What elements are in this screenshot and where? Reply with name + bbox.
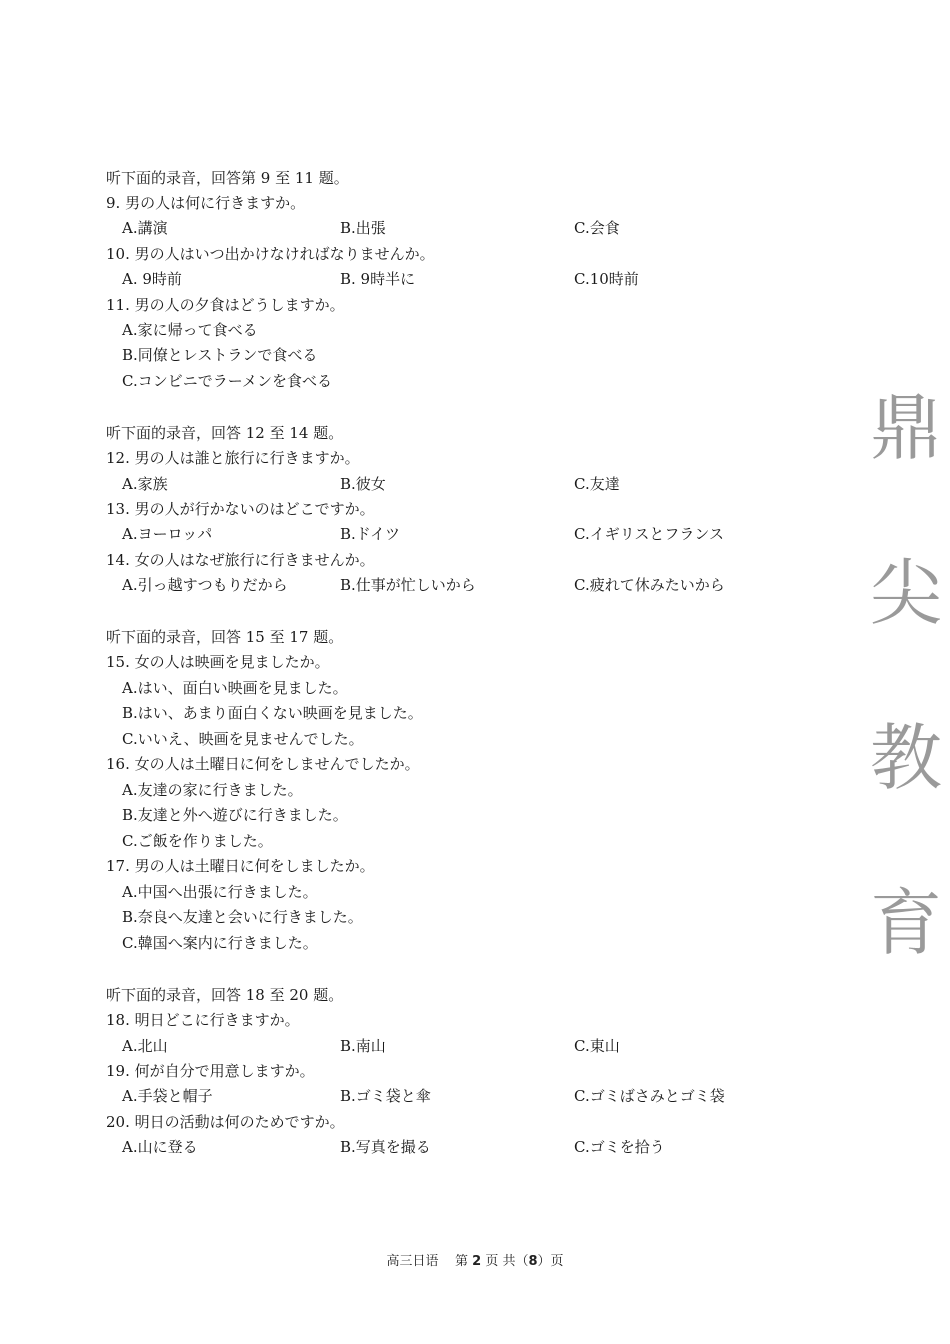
option-c: C.会食 <box>574 219 620 237</box>
footer-page-mid: 页 共（ <box>485 1254 529 1269</box>
option-b: B.ドイツ <box>340 525 401 543</box>
watermark-char: 育 <box>869 881 942 965</box>
option-a: A.友達の家に行きました。 <box>122 781 303 799</box>
footer-total-pages: 8 <box>528 1254 538 1269</box>
option-a: A.講演 <box>122 219 168 237</box>
option-a: A.手袋と帽子 <box>122 1087 213 1105</box>
option-c: C.ゴミばさみとゴミ袋 <box>574 1087 725 1105</box>
footer-page-suffix: ）页 <box>537 1254 564 1269</box>
option-a: A.引っ越すつもりだから <box>122 576 288 594</box>
question-stem: 15. 女の人は映画を見ましたか。 <box>106 653 330 671</box>
question-stem: 9. 男の人は何に行きますか。 <box>106 194 306 212</box>
footer-subject: 高三日语 <box>386 1254 439 1269</box>
option-b: B.写真を撮る <box>340 1138 431 1156</box>
footer-page-number: 2 <box>472 1254 482 1269</box>
option-b: B.奈良へ友達と会いに行きました。 <box>122 908 363 926</box>
section-instruction: 听下面的录音，回答 18 至 20 题。 <box>106 986 344 1004</box>
option-a: A. 9時前 <box>122 270 182 288</box>
option-b: B.出張 <box>340 219 386 237</box>
option-b: B.友達と外へ遊びに行きました。 <box>122 806 348 824</box>
option-c: C.いいえ、映画を見ませんでした。 <box>122 730 364 748</box>
option-b: B. 9時半に <box>340 270 416 288</box>
question-stem: 11. 男の人の夕食はどうしますか。 <box>106 296 345 314</box>
page-footer <box>0 1250 950 1269</box>
question-stem: 10. 男の人はいつ出かけなければなりませんか。 <box>106 245 435 263</box>
option-c: C.コンビニでラーメンを食べる <box>122 372 332 390</box>
option-a: A.中国へ出張に行きました。 <box>122 883 318 901</box>
watermark-char: 鼎 <box>869 386 942 470</box>
section-instruction: 听下面的录音，回答 15 至 17 题。 <box>106 628 344 646</box>
footer-page-prefix: 第 <box>455 1254 469 1269</box>
question-stem: 16. 女の人は土曜日に何をしませんでしたか。 <box>106 755 420 773</box>
question-stem: 20. 明日の活動は何のためですか。 <box>106 1113 345 1131</box>
option-b: B.同僚とレストランで食べる <box>122 346 318 364</box>
option-c: C.ゴミを拾う <box>574 1138 665 1156</box>
option-a: A.はい、面白い映画を見ました。 <box>122 679 348 697</box>
option-b: B.南山 <box>340 1037 386 1055</box>
question-stem: 12. 男の人は誰と旅行に行きますか。 <box>106 449 360 467</box>
option-c: C.友達 <box>574 475 620 493</box>
option-c: C.イギリスとフランス <box>574 525 724 543</box>
option-a: A.家に帰って食べる <box>122 321 258 339</box>
question-stem: 14. 女の人はなぜ旅行に行きませんか。 <box>106 551 375 569</box>
option-b: B.はい、あまり面白くない映画を見ました。 <box>122 704 423 722</box>
watermark-char: 尖 <box>869 551 942 635</box>
question-stem: 17. 男の人は土曜日に何をしましたか。 <box>106 857 375 875</box>
option-a: A.北山 <box>122 1037 168 1055</box>
question-stem: 13. 男の人が行かないのはどこですか。 <box>106 500 375 518</box>
option-c: C.韓国へ案内に行きました。 <box>122 934 318 952</box>
option-b: B.彼女 <box>340 475 386 493</box>
question-stem: 18. 明日どこに行きますか。 <box>106 1011 300 1029</box>
option-a: A.家族 <box>122 475 168 493</box>
section-instruction: 听下面的录音，回答第 9 至 11 题。 <box>106 169 349 187</box>
option-b: B.仕事が忙しいから <box>340 576 476 594</box>
watermark-char: 教 <box>869 716 942 800</box>
option-c: C.東山 <box>574 1037 620 1055</box>
section-instruction: 听下面的录音，回答 12 至 14 题。 <box>106 424 344 442</box>
option-a: A.山に登る <box>122 1138 198 1156</box>
option-a: A.ヨーロッパ <box>122 525 213 543</box>
option-b: B.ゴミ袋と傘 <box>340 1087 431 1105</box>
option-c: C.10時前 <box>574 270 639 288</box>
question-stem: 19. 何が自分で用意しますか。 <box>106 1062 315 1080</box>
option-c: C.疲れて休みたいから <box>574 576 725 594</box>
option-c: C.ご飯を作りました。 <box>122 832 273 850</box>
